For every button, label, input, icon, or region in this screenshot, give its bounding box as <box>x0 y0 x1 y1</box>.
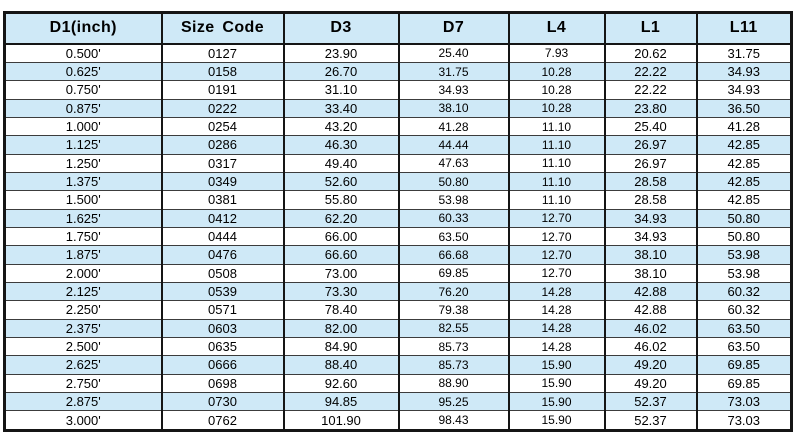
cell-l4: 14.28 <box>509 337 605 355</box>
cell-l1: 26.97 <box>605 154 697 172</box>
cell-l4: 11.10 <box>509 154 605 172</box>
cell-d3: 78.40 <box>284 301 399 319</box>
cell-d1: 1.375' <box>5 172 162 190</box>
cell-d7: 95.25 <box>399 392 509 410</box>
cell-l4: 7.93 <box>509 44 605 63</box>
cell-d1: 2.625' <box>5 356 162 374</box>
cell-d3: 82.00 <box>284 319 399 337</box>
cell-d3: 73.00 <box>284 264 399 282</box>
cell-d1: 1.000' <box>5 117 162 135</box>
cell-size_code: 0444 <box>162 227 284 245</box>
cell-d7: 79.38 <box>399 301 509 319</box>
cell-l11: 53.98 <box>697 246 792 264</box>
cell-l4: 12.70 <box>509 209 605 227</box>
table-body <box>5 44 792 431</box>
table-row <box>5 227 792 245</box>
cell-l11: 36.50 <box>697 99 792 117</box>
cell-d7: 98.43 <box>399 411 509 431</box>
cell-d1: 0.750' <box>5 81 162 99</box>
cell-l1: 49.20 <box>605 356 697 374</box>
cell-l11: 34.93 <box>697 62 792 80</box>
cell-l11: 63.50 <box>697 319 792 337</box>
cell-d3: 73.30 <box>284 282 399 300</box>
column-header-d1: D1(inch) <box>5 13 162 44</box>
cell-d1: 2.125' <box>5 282 162 300</box>
cell-d3: 88.40 <box>284 356 399 374</box>
cell-l4: 12.70 <box>509 227 605 245</box>
cell-l11: 69.85 <box>697 356 792 374</box>
cell-l1: 49.20 <box>605 374 697 392</box>
cell-l1: 25.40 <box>605 117 697 135</box>
table-row <box>5 246 792 264</box>
cell-d1: 2.750' <box>5 374 162 392</box>
table-row <box>5 392 792 410</box>
cell-l1: 28.58 <box>605 191 697 209</box>
cell-size_code: 0476 <box>162 246 284 264</box>
table-row <box>5 62 792 80</box>
cell-l11: 42.85 <box>697 136 792 154</box>
cell-l1: 38.10 <box>605 246 697 264</box>
table-row <box>5 264 792 282</box>
table-row <box>5 172 792 190</box>
cell-l4: 14.28 <box>509 282 605 300</box>
cell-size_code: 0730 <box>162 392 284 410</box>
table-row <box>5 136 792 154</box>
table-row <box>5 191 792 209</box>
column-header-l1: L1 <box>605 13 697 44</box>
table-row <box>5 117 792 135</box>
cell-d7: 66.68 <box>399 246 509 264</box>
cell-d7: 31.75 <box>399 62 509 80</box>
cell-size_code: 0412 <box>162 209 284 227</box>
cell-d3: 92.60 <box>284 374 399 392</box>
cell-l11: 42.85 <box>697 172 792 190</box>
cell-d3: 66.00 <box>284 227 399 245</box>
cell-size_code: 0191 <box>162 81 284 99</box>
cell-d7: 88.90 <box>399 374 509 392</box>
cell-d1: 1.500' <box>5 191 162 209</box>
cell-l4: 11.10 <box>509 191 605 209</box>
table-header-row <box>5 13 792 44</box>
cell-d1: 2.500' <box>5 337 162 355</box>
cell-l11: 63.50 <box>697 337 792 355</box>
cell-l11: 73.03 <box>697 411 792 431</box>
cell-d1: 3.000' <box>5 411 162 431</box>
table-row <box>5 282 792 300</box>
table-row <box>5 411 792 431</box>
spec-table <box>3 11 793 432</box>
cell-l4: 15.90 <box>509 356 605 374</box>
column-header-l4: L4 <box>509 13 605 44</box>
cell-d3: 26.70 <box>284 62 399 80</box>
table-row <box>5 154 792 172</box>
table-row <box>5 356 792 374</box>
table-row <box>5 319 792 337</box>
cell-l11: 53.98 <box>697 264 792 282</box>
cell-d1: 1.250' <box>5 154 162 172</box>
cell-l1: 34.93 <box>605 227 697 245</box>
table-row <box>5 99 792 117</box>
cell-d3: 101.90 <box>284 411 399 431</box>
cell-d7: 41.28 <box>399 117 509 135</box>
cell-size_code: 0762 <box>162 411 284 431</box>
cell-d7: 44.44 <box>399 136 509 154</box>
cell-size_code: 0666 <box>162 356 284 374</box>
cell-l1: 26.97 <box>605 136 697 154</box>
table-row <box>5 374 792 392</box>
cell-l11: 34.93 <box>697 81 792 99</box>
cell-d3: 43.20 <box>284 117 399 135</box>
cell-d1: 0.625' <box>5 62 162 80</box>
cell-d7: 34.93 <box>399 81 509 99</box>
cell-l1: 46.02 <box>605 319 697 337</box>
cell-l11: 69.85 <box>697 374 792 392</box>
cell-l1: 22.22 <box>605 81 697 99</box>
cell-d7: 60.33 <box>399 209 509 227</box>
cell-d1: 2.375' <box>5 319 162 337</box>
table-header <box>5 13 792 44</box>
cell-d7: 76.20 <box>399 282 509 300</box>
cell-size_code: 0349 <box>162 172 284 190</box>
cell-l11: 42.85 <box>697 154 792 172</box>
cell-l11: 50.80 <box>697 227 792 245</box>
table-row <box>5 337 792 355</box>
cell-size_code: 0698 <box>162 374 284 392</box>
cell-l4: 14.28 <box>509 319 605 337</box>
cell-d3: 84.90 <box>284 337 399 355</box>
cell-d1: 2.875' <box>5 392 162 410</box>
cell-l4: 15.90 <box>509 411 605 431</box>
cell-d7: 47.63 <box>399 154 509 172</box>
cell-l4: 11.10 <box>509 136 605 154</box>
column-header-d7: D7 <box>399 13 509 44</box>
cell-l1: 46.02 <box>605 337 697 355</box>
cell-d3: 62.20 <box>284 209 399 227</box>
cell-d3: 94.85 <box>284 392 399 410</box>
cell-d1: 2.250' <box>5 301 162 319</box>
cell-d7: 63.50 <box>399 227 509 245</box>
cell-size_code: 0158 <box>162 62 284 80</box>
cell-l4: 10.28 <box>509 81 605 99</box>
cell-l11: 60.32 <box>697 301 792 319</box>
cell-l11: 50.80 <box>697 209 792 227</box>
cell-l4: 15.90 <box>509 392 605 410</box>
cell-d3: 49.40 <box>284 154 399 172</box>
cell-d7: 85.73 <box>399 337 509 355</box>
cell-l1: 22.22 <box>605 62 697 80</box>
cell-l4: 12.70 <box>509 264 605 282</box>
cell-l4: 11.10 <box>509 117 605 135</box>
cell-d7: 82.55 <box>399 319 509 337</box>
cell-l4: 14.28 <box>509 301 605 319</box>
cell-d3: 31.10 <box>284 81 399 99</box>
spec-table-container <box>3 11 793 432</box>
cell-l4: 10.28 <box>509 99 605 117</box>
cell-d7: 38.10 <box>399 99 509 117</box>
cell-size_code: 0381 <box>162 191 284 209</box>
cell-size_code: 0571 <box>162 301 284 319</box>
cell-l1: 20.62 <box>605 44 697 63</box>
cell-size_code: 0539 <box>162 282 284 300</box>
cell-size_code: 0254 <box>162 117 284 135</box>
column-header-d3: D3 <box>284 13 399 44</box>
column-header-l11: L11 <box>697 13 792 44</box>
cell-l4: 12.70 <box>509 246 605 264</box>
cell-l11: 41.28 <box>697 117 792 135</box>
cell-l4: 11.10 <box>509 172 605 190</box>
cell-l1: 42.88 <box>605 282 697 300</box>
cell-size_code: 0635 <box>162 337 284 355</box>
cell-l11: 42.85 <box>697 191 792 209</box>
cell-d1: 1.125' <box>5 136 162 154</box>
table-row <box>5 301 792 319</box>
cell-l1: 42.88 <box>605 301 697 319</box>
cell-l4: 10.28 <box>509 62 605 80</box>
cell-size_code: 0508 <box>162 264 284 282</box>
cell-l1: 52.37 <box>605 392 697 410</box>
cell-d7: 25.40 <box>399 44 509 63</box>
cell-d7: 69.85 <box>399 264 509 282</box>
cell-l11: 60.32 <box>697 282 792 300</box>
cell-d1: 2.000' <box>5 264 162 282</box>
cell-l1: 38.10 <box>605 264 697 282</box>
cell-d7: 50.80 <box>399 172 509 190</box>
cell-d1: 0.875' <box>5 99 162 117</box>
table-row <box>5 209 792 227</box>
cell-d3: 23.90 <box>284 44 399 63</box>
cell-d3: 46.30 <box>284 136 399 154</box>
cell-d1: 1.750' <box>5 227 162 245</box>
cell-d3: 52.60 <box>284 172 399 190</box>
cell-size_code: 0603 <box>162 319 284 337</box>
cell-size_code: 0222 <box>162 99 284 117</box>
column-header-size_code: Size Code <box>162 13 284 44</box>
cell-l1: 28.58 <box>605 172 697 190</box>
table-row <box>5 44 792 63</box>
cell-size_code: 0127 <box>162 44 284 63</box>
cell-d3: 33.40 <box>284 99 399 117</box>
cell-size_code: 0286 <box>162 136 284 154</box>
cell-d7: 53.98 <box>399 191 509 209</box>
cell-l1: 52.37 <box>605 411 697 431</box>
cell-d1: 0.500' <box>5 44 162 63</box>
cell-l11: 73.03 <box>697 392 792 410</box>
cell-d3: 55.80 <box>284 191 399 209</box>
cell-l1: 34.93 <box>605 209 697 227</box>
table-row <box>5 81 792 99</box>
cell-l11: 31.75 <box>697 44 792 63</box>
cell-d1: 1.875' <box>5 246 162 264</box>
cell-d7: 85.73 <box>399 356 509 374</box>
cell-l1: 23.80 <box>605 99 697 117</box>
cell-size_code: 0317 <box>162 154 284 172</box>
cell-d1: 1.625' <box>5 209 162 227</box>
cell-d3: 66.60 <box>284 246 399 264</box>
cell-l4: 15.90 <box>509 374 605 392</box>
